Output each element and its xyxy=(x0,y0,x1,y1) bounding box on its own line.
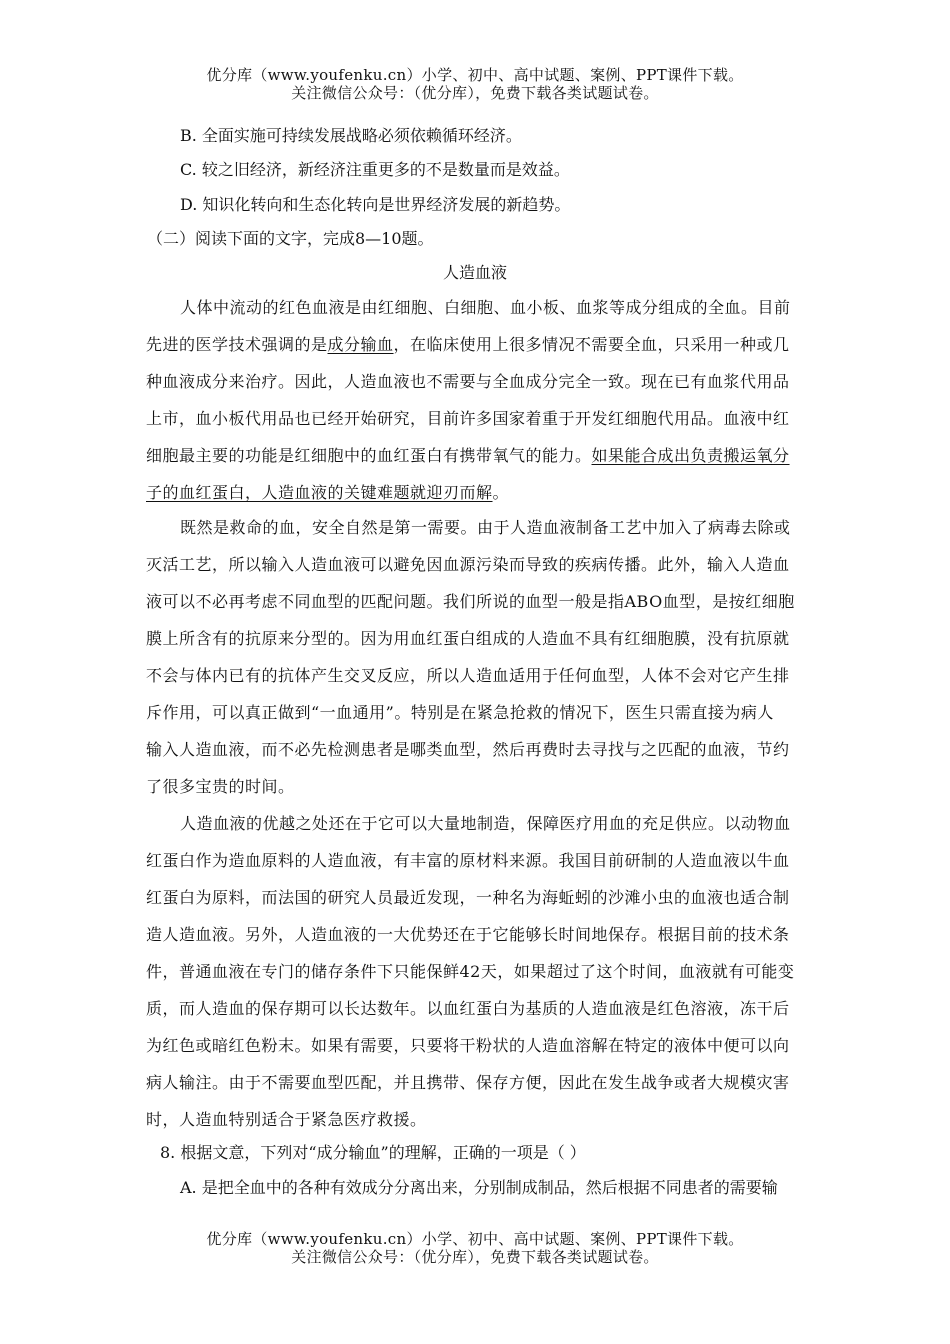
underlined-sentence: 如果能合成出负责搬运氧分 xyxy=(591,446,790,465)
paragraph-3-line: 件，普通血液在专门的储存条件下只能保鲜42天，如果超过了这个时间，血液就有可能变 xyxy=(146,962,795,981)
paragraph-2-line: 输入人造血液，而不必先检测患者是哪类血型，然后再费时去寻找与之匹配的血液，节约 xyxy=(146,740,790,759)
paragraph-1-line xyxy=(146,482,509,504)
footer-line-2: 关注微信公众号：（优分库），免费下载各类试题试卷。 xyxy=(291,1248,659,1266)
option-d: D. 知识化转向和生态化转向是世界经济发展的新趋势。 xyxy=(180,195,571,214)
paragraph-3-line: 红蛋白为原料，而法国的研究人员最近发现，一种名为海蚯蚓的沙滩小虫的血液也适合制 xyxy=(146,888,790,907)
paragraph-1-line: 种血液成分来治疗。因此，人造血液也不需要与全血成分完全一致。现在已有血浆代用品 xyxy=(146,372,790,391)
paragraph-2-line: 灭活工艺，所以输入人造血液可以避免因血源污染而导致的疾病传播。此外，输入人造血 xyxy=(146,555,790,574)
paragraph-3-line: 质，而人造血的保存期可以长达数年。以血红蛋白为基质的人造血液是红色溶液，冻干后 xyxy=(146,999,790,1018)
paragraph-3-line: 为红色或暗红色粉末。如果有需要，只要将干粉状的人造血溶解在特定的液体中便可以向 xyxy=(146,1036,790,1055)
question-8-option-a: A. 是把全血中的各种有效成分分离出来，分别制成制品，然后根据不同患者的需要输 xyxy=(180,1178,778,1197)
text-run: 先进的医学技术强调的是 xyxy=(146,335,328,354)
paragraph-3-line: 时，人造血特别适合于紧急医疗救援。 xyxy=(146,1110,427,1129)
paragraph-2-line: 斥作用，可以真正做到“一血通用”。特别是在紧急抢救的情况下，医生只需直接为病人 xyxy=(146,703,774,722)
paragraph-2-line: 了很多宝贵的时间。 xyxy=(146,777,295,796)
footer-line-1: 优分库（www.youfenku.cn）小学、初中、高中试题、案例、PPT课件下载。 xyxy=(206,1230,744,1248)
article-title: 人造血液 xyxy=(442,263,507,282)
header-line-1: 优分库（www.youfenku.cn）小学、初中、高中试题、案例、PPT课件下载。 xyxy=(206,66,744,84)
paragraph-2-line: 膜上所含有的抗原来分型的。因为用血红蛋白组成的人造血不具有红细胞膜，没有抗原就 xyxy=(146,629,790,648)
paragraph-3-line: 人造血液的优越之处还在于它可以大量地制造，保障医疗用血的充足供应。以动物血 xyxy=(180,814,791,833)
option-c: C. 较之旧经济，新经济注重更多的不是数量而是效益。 xyxy=(180,160,570,179)
paragraph-1-line xyxy=(146,445,790,467)
paragraph-3-line: 红蛋白作为造血原料的人造血液，有丰富的原材料来源。我国目前研制的人造血液以牛血 xyxy=(146,851,790,870)
section-title: （二）阅读下面的文字，完成8—10题。 xyxy=(147,229,434,248)
paragraph-1-line: 人体中流动的红色血液是由红细胞、白细胞、血小板、血浆等成分组成的全血。目前 xyxy=(180,298,791,317)
text-run: 。 xyxy=(492,483,510,502)
paragraph-3-line: 造人造血液。另外，人造血液的一大优势还在于它能够长时间地保存。根据目前的技术条 xyxy=(146,925,790,944)
underlined-term: 成分输血 xyxy=(327,335,394,354)
text-run: 细胞最主要的功能是红细胞中的血红蛋白有携带氧气的能力。 xyxy=(146,446,592,465)
paragraph-1-line: 上市，血小板代用品也已经开始研究，目前许多国家着重于开发红细胞代用品。血液中红 xyxy=(146,409,790,428)
question-8-stem: 8. 根据文意，下列对“成分输血”的理解，正确的一项是（ ） xyxy=(160,1143,586,1162)
paragraph-3-line: 病人输注。由于不需要血型匹配，并且携带、保存方便，因此在发生战争或者大规模灾害 xyxy=(146,1073,790,1092)
paragraph-2-line: 不会与体内已有的抗体产生交叉反应，所以人造血适用于任何血型，人体不会对它产生排 xyxy=(146,666,790,685)
option-b: B. 全面实施可持续发展战略必须依赖循环经济。 xyxy=(180,126,522,145)
paragraph-2-line: 既然是救命的血，安全自然是第一需要。由于人造血液制备工艺中加入了病毒去除或 xyxy=(180,518,791,537)
paragraph-2-line: 液可以不必再考虑不同血型的匹配问题。我们所说的血型一般是指ABO血型，是按红细胞 xyxy=(146,592,795,611)
underlined-sentence: 子的血红蛋白，人造血液的关键难题就迎刃而解 xyxy=(146,483,493,502)
text-run: ，在临床使用上很多情况不需要全血，只采用一种或几 xyxy=(393,335,790,354)
paragraph-1-line xyxy=(146,334,790,356)
page-header xyxy=(0,66,950,102)
page-footer xyxy=(0,1230,950,1266)
header-line-2: 关注微信公众号：（优分库），免费下载各类试题试卷。 xyxy=(291,84,659,102)
